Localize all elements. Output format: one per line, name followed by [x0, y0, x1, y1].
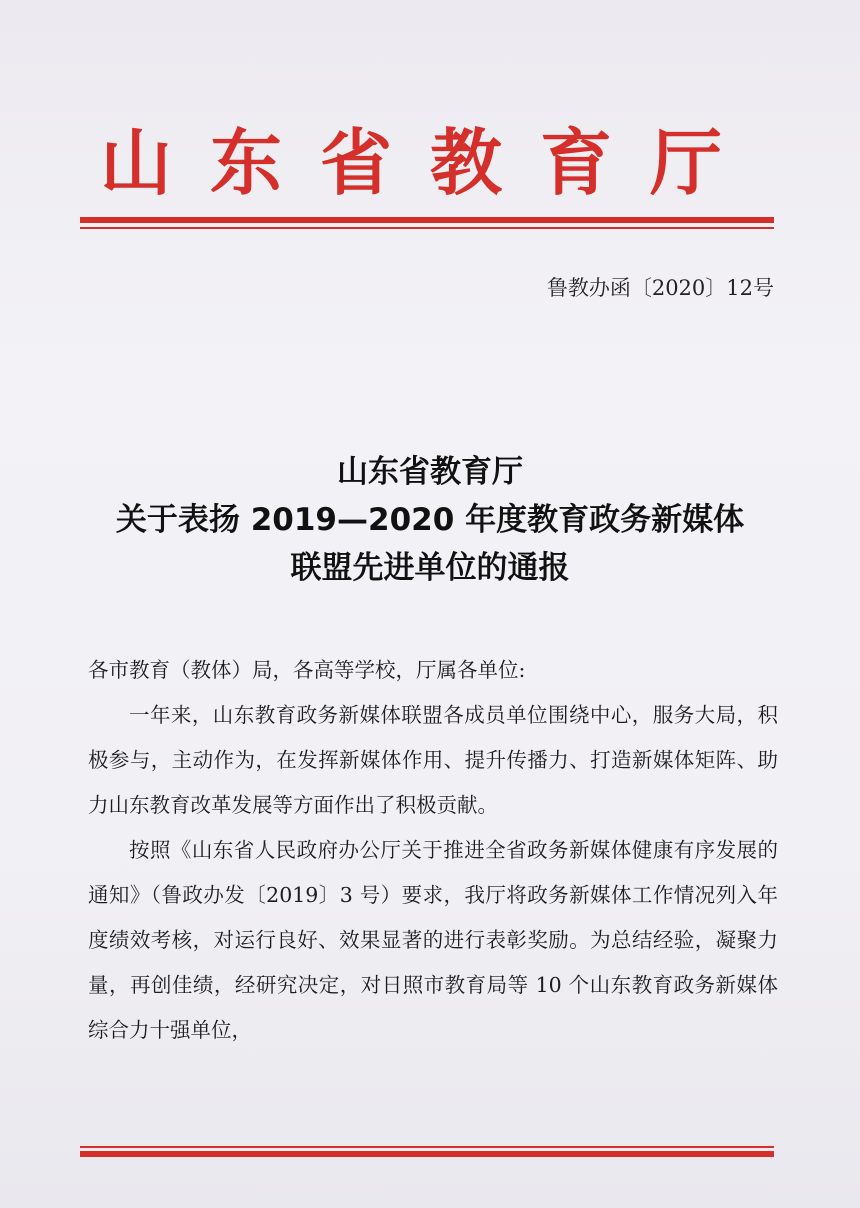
header-rule-thin — [80, 227, 774, 229]
document-number: 鲁教办函〔2020〕12号 — [546, 276, 774, 300]
document-title-line: 山东省教育厅 — [337, 454, 523, 490]
body-paragraph: 一年来，山东教育政务新媒体联盟各成员单位围绕中心，服务大局，积极参与，主动作为，在发挥新媒体作用、提升传播力、打造新媒体矩阵、助力山东教育改革发展等方面作出了积极贡献。 — [88, 703, 778, 817]
document-title — [60, 448, 800, 592]
footer-rule-thick — [80, 1151, 774, 1157]
document-title-line: 联盟先进单位的通报 — [290, 550, 570, 586]
footer-rule-thin — [80, 1146, 774, 1148]
salutation: 各市教育（教体）局，各高等学校，厅属各单位: — [88, 658, 526, 682]
agency-header-title: 山东省教育厅 — [99, 121, 760, 205]
header-rule-thick — [80, 217, 774, 223]
body-paragraph: 按照《山东省人民政府办公厅关于推进全省政务新媒体健康有序发展的通知》（鲁政办发〔2019〕3 号）要求，我厅将政务新媒体工作情况列入年度绩效考核，对运行良好、效果显著的进行表彰奖励。为总结经验，凝聚力量，再创佳绩，经研究决定，对日照市教育局等 10 个山东教育政务新媒体综合力十强单位， — [88, 838, 778, 1042]
document-title-line: 关于表扬 2019—2020 年度教育政务新媒体 — [115, 502, 745, 538]
document-body — [88, 648, 778, 1053]
